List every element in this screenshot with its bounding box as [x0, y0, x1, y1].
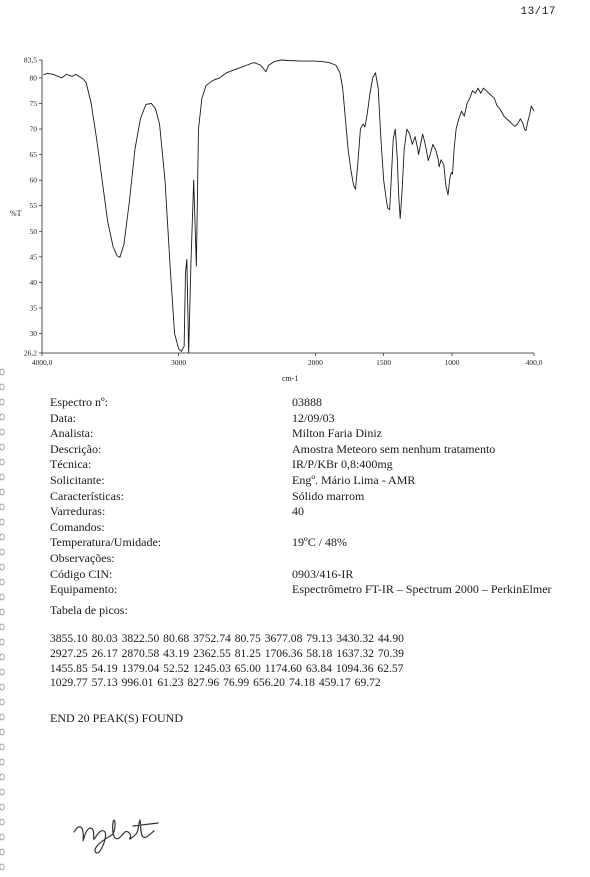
binding-hole	[0, 849, 4, 855]
meta-value: 03888	[292, 395, 322, 409]
binding-hole	[0, 534, 4, 540]
x-tick-label: 4000,0	[31, 358, 53, 367]
meta-label: Descrição:	[50, 441, 102, 456]
y-tick-label: 35	[29, 303, 37, 313]
meta-row	[50, 473, 570, 489]
binding-hole	[0, 744, 4, 750]
binding-hole	[0, 804, 4, 810]
peak-row: 3855.10 80.03 3822.50 80.68 3752.74 80.75 3677.08 79.13 3430.32 44.90	[50, 632, 404, 645]
binding-hole	[0, 759, 4, 765]
peak-row: 2927.25 26.17 2870.58 43.19 2362.55 81.25 1706.36 58.18 1637.32 70.39	[50, 646, 404, 660]
meta-label: Analista:	[50, 426, 94, 441]
meta-label: Equipamento:	[50, 582, 118, 597]
binding-hole	[0, 414, 4, 420]
x-tick-label: 2000	[307, 358, 323, 367]
y-tick-label: 75	[29, 98, 37, 108]
binding-hole	[0, 459, 4, 465]
binding-hole	[0, 399, 4, 405]
handwritten-signature	[70, 808, 180, 858]
binding-hole	[0, 519, 4, 525]
spectrum-metadata	[50, 395, 570, 613]
binding-hole	[0, 444, 4, 450]
x-tick-label: 1000	[444, 358, 460, 367]
y-tick-label: 50	[29, 226, 37, 236]
binding-hole	[0, 384, 4, 390]
chart-axes	[42, 60, 534, 353]
peak-table-title: Tabela de picos:	[50, 603, 128, 617]
meta-label: Observações:	[50, 550, 115, 565]
meta-value: Engº. Mário Lima - AMR	[292, 472, 416, 487]
meta-value: Milton Faria Diniz	[292, 426, 382, 441]
meta-value: Espectrômetro FT-IR – Spectrum 2000 – PerkinElmer	[292, 582, 552, 597]
meta-label: Técnica:	[50, 457, 92, 472]
meta-row	[50, 457, 570, 473]
meta-value: Amostra Meteoro sem nenhum tratamento	[292, 441, 496, 456]
binding-hole	[0, 489, 4, 495]
binding-hole	[0, 639, 4, 645]
binding-hole	[0, 369, 4, 375]
meta-label: Varreduras:	[50, 504, 106, 519]
binding-hole	[0, 609, 4, 615]
y-tick-label: 55	[29, 201, 37, 211]
meta-row	[50, 489, 570, 505]
meta-label: Espectro nº:	[50, 395, 109, 409]
y-axis-label: %T	[10, 209, 22, 218]
chart-ticks	[24, 56, 543, 368]
binding-hole	[0, 834, 4, 840]
meta-label: Comandos:	[50, 519, 105, 534]
meta-row	[50, 395, 570, 411]
transmittance-line	[43, 60, 534, 353]
ir-spectrum-chart	[0, 50, 590, 390]
x-tick-label: 1500	[376, 358, 392, 367]
y-tick-label: 40	[29, 277, 37, 287]
binding-hole	[0, 684, 4, 690]
meta-label: Código CIN:	[50, 566, 113, 581]
y-tick-label: 83,5	[23, 55, 37, 65]
meta-row	[50, 535, 570, 551]
binding-hole	[0, 579, 4, 585]
binding-hole	[0, 729, 4, 735]
y-tick-label: 70	[29, 124, 37, 134]
meta-value: IR/P/KBr 0,8:400mg	[292, 457, 393, 472]
binding-hole	[0, 474, 4, 480]
meta-label: Data:	[50, 410, 76, 425]
binding-hole	[0, 789, 4, 795]
binding-hole	[0, 864, 4, 870]
meta-row	[50, 567, 570, 583]
meta-row	[50, 426, 570, 442]
meta-row	[50, 551, 570, 567]
x-tick-label: 400,0	[525, 358, 543, 367]
meta-row	[50, 411, 570, 427]
meta-value: 12/09/03	[292, 410, 335, 425]
peak-row: 1455.85 54.19 1379.04 52.52 1245.03 65.00 1174.60 63.84 1094.36 62.57	[50, 661, 404, 675]
meta-row	[50, 442, 570, 458]
meta-value: Sólido marrom	[292, 488, 365, 503]
meta-value: 0903/416-IR	[292, 566, 354, 581]
y-tick-label: 60	[29, 175, 37, 185]
y-tick-label: 80	[29, 73, 37, 83]
y-tick-label: 65	[29, 150, 37, 160]
binding-holes	[0, 0, 20, 877]
meta-row	[50, 582, 570, 613]
meta-label: Temperatura/Umidade:	[50, 535, 162, 550]
binding-hole	[0, 774, 4, 780]
x-axis-label: cm-1	[282, 374, 299, 383]
chart-series	[43, 60, 534, 353]
meta-row	[50, 504, 570, 520]
meta-label: Solicitante:	[50, 472, 105, 487]
binding-hole	[0, 654, 4, 660]
binding-hole	[0, 564, 4, 570]
meta-value: 19ºC / 48%	[292, 535, 348, 550]
binding-hole	[0, 699, 4, 705]
meta-row	[50, 520, 570, 536]
page-number: 13/17	[520, 6, 556, 18]
binding-hole	[0, 549, 4, 555]
peak-count-footer: END 20 PEAK(S) FOUND	[50, 711, 184, 725]
meta-value: 40	[292, 504, 304, 519]
peak-table	[50, 632, 404, 691]
binding-hole	[0, 504, 4, 510]
y-tick-label: 45	[29, 252, 37, 262]
binding-hole	[0, 669, 4, 675]
y-tick-label: 30	[29, 329, 37, 339]
x-tick-label: 3000	[171, 358, 187, 367]
binding-hole	[0, 819, 4, 825]
meta-label: Características:	[50, 488, 124, 503]
binding-hole	[0, 594, 4, 600]
binding-hole	[0, 429, 4, 435]
binding-hole	[0, 624, 4, 630]
peak-row: 1029.77 57.13 996.01 61.23 827.96 76.99 656.20 74.18 459.17 69.72	[50, 676, 381, 690]
binding-hole	[0, 714, 4, 720]
y-tick-label: 26,2	[23, 348, 37, 358]
